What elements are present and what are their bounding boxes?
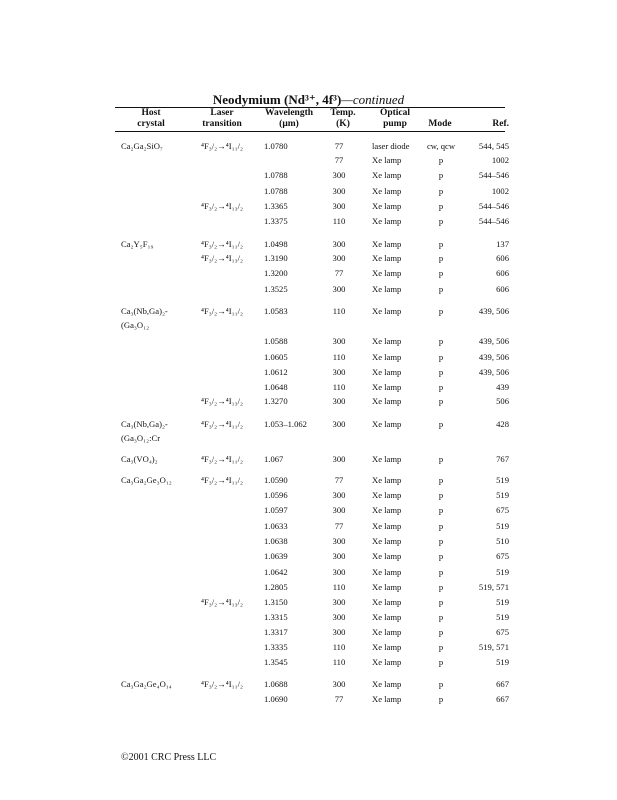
cell-pump: Xe lamp [372,419,402,429]
cell-host: Ca₃(Nb,Ga)₂- [121,306,168,316]
cell-trans: ⁴F₃/₂→⁴I₁₁/₂ [201,475,243,485]
cell-trans: ⁴F₃/₂→⁴I₁₃/₂ [201,396,243,406]
cell-temp: 110 [332,382,346,392]
cell-mode: p [438,239,444,249]
cell-mode: p [438,567,444,577]
cell-mode: p [438,382,444,392]
cell-pump: Xe lamp [372,582,402,592]
header-bottom-rule [115,131,505,132]
cell-pump: Xe lamp [372,170,402,180]
cell-mode: cw, qcw [426,141,456,151]
cell-pump: Xe lamp [372,642,402,652]
cell-wl: 1.0642 [264,567,288,577]
cell-mode: p [438,253,444,263]
cell-wl: 1.3365 [264,201,288,211]
cell-host: (Ga₃O₁₂ [121,320,150,330]
cell-ref: 1002 [491,186,509,196]
cell-wl: 1.0596 [264,490,288,500]
cell-pump: Xe lamp [372,679,402,689]
cell-host: Ca₃Ga₂Ge₄O₁₄ [121,679,172,689]
cell-temp: 300 [332,253,346,263]
cell-ref: 428 [496,419,509,429]
cell-pump: Xe lamp [372,155,402,165]
cell-mode: p [438,612,444,622]
cell-mode: p [438,170,444,180]
header-temp-line1: Temp. [330,108,356,118]
cell-temp: 300 [332,679,346,689]
cell-pump: Xe lamp [372,567,402,577]
cell-temp: 300 [332,567,346,577]
cell-ref: 675 [496,627,509,637]
cell-temp: 300 [332,536,346,546]
cell-trans: ⁴F₃/₂→⁴I₁₁/₂ [201,141,243,151]
cell-ref: 544–546 [478,216,509,226]
cell-ref: 606 [496,268,509,278]
cell-pump: Xe lamp [372,253,402,263]
cell-ref: 675 [496,505,509,515]
cell-mode: p [438,419,444,429]
cell-temp: 77 [334,268,344,278]
cell-mode: p [438,306,444,316]
header-wavelength-line2: (μm) [279,119,299,129]
cell-mode: p [438,490,444,500]
cell-mode: p [438,679,444,689]
cell-temp: 300 [332,419,346,429]
cell-wl: 1.3190 [264,253,288,263]
cell-temp: 110 [332,216,346,226]
page-title [0,92,617,108]
header-wavelength-line1: Wavelength [264,108,314,118]
cell-mode: p [438,336,444,346]
cell-wl: 1.0597 [264,505,288,515]
copyright-footer: ©2001 CRC Press LLC [121,752,217,763]
header-temp-line2: (K) [336,119,350,129]
cell-wl: 1.3150 [264,597,288,607]
cell-temp: 110 [332,352,346,362]
header-temp [325,108,361,130]
cell-ref: 606 [496,284,509,294]
cell-mode: p [438,521,444,531]
cell-pump: Xe lamp [372,382,402,392]
cell-ref: 667 [496,694,509,704]
cell-wl: 1.0690 [264,694,288,704]
cell-temp: 300 [332,551,346,561]
cell-pump: Xe lamp [372,657,402,667]
cell-temp: 300 [332,627,346,637]
cell-pump: Xe lamp [372,268,402,278]
cell-mode: p [438,582,444,592]
cell-ref: 544, 545 [478,141,509,151]
cell-pump: Xe lamp [372,352,402,362]
cell-wl: 1.3315 [264,612,288,622]
cell-wl: 1.0780 [264,141,288,151]
cell-mode: p [438,268,444,278]
cell-pump: Xe lamp [372,597,402,607]
cell-temp: 300 [332,170,346,180]
cell-trans: ⁴F₃/₂→⁴I₁₁/₂ [201,679,243,689]
cell-ref: 519 [496,612,509,622]
cell-wl: 1.3375 [264,216,288,226]
cell-pump: Xe lamp [372,186,402,196]
cell-host: Ca₃(VO₄)₂ [121,454,158,464]
header-host [121,108,181,130]
cell-ref: 544–546 [478,170,509,180]
cell-mode: p [438,367,444,377]
cell-host: Ca₃Ga₂Ge₃O₁₂ [121,475,172,485]
cell-ref: 675 [496,551,509,561]
title-main: Neodymium (Nd³⁺, 4f³) [212,92,342,107]
cell-wl: 1.0639 [264,551,288,561]
cell-temp: 110 [332,642,346,652]
cell-pump: Xe lamp [372,336,402,346]
cell-mode: p [438,536,444,546]
cell-ref: 137 [496,239,509,249]
header-transition-line2: transition [202,119,242,129]
cell-ref: 767 [496,454,509,464]
cell-temp: 300 [332,367,346,377]
header-pump-line2: pump [383,119,407,129]
cell-wl: 1.3545 [264,657,288,667]
cell-trans: ⁴F₃/₂→⁴I₁₃/₂ [201,253,243,263]
cell-wl: 1.053–1.062 [264,419,307,429]
cell-trans: ⁴F₃/₂→⁴I₁₃/₂ [201,201,243,211]
cell-wl: 1.0788 [264,170,288,180]
cell-wl: 1.2805 [264,582,288,592]
cell-host: Ca₂Y₅F₁₉ [121,239,154,249]
cell-ref: 519 [496,490,509,500]
cell-temp: 300 [332,597,346,607]
cell-mode: p [438,694,444,704]
cell-host: Ca₂Ga₂SiO₇ [121,141,163,151]
cell-pump: Xe lamp [372,536,402,546]
cell-wl: 1.3335 [264,642,288,652]
cell-temp: 77 [334,155,344,165]
cell-trans: ⁴F₃/₂→⁴I₁₁/₂ [201,239,243,249]
cell-wl: 1.0638 [264,536,288,546]
cell-wl: 1.3525 [264,284,288,294]
cell-wl: 1.0688 [264,679,288,689]
cell-mode: p [438,627,444,637]
cell-ref: 439 [496,382,509,392]
cell-temp: 110 [332,582,346,592]
cell-ref: 667 [496,679,509,689]
cell-mode: p [438,551,444,561]
cell-mode: p [438,155,444,165]
header-pump-line1: Optical [379,108,411,118]
cell-temp: 300 [332,336,346,346]
cell-wl: 1.0605 [264,352,288,362]
cell-wl: 1.3270 [264,396,288,406]
cell-mode: p [438,216,444,226]
cell-ref: 606 [496,253,509,263]
cell-mode: p [438,186,444,196]
cell-temp: 300 [332,186,346,196]
header-transition-line1: Laser [210,108,234,118]
cell-wl: 1.0612 [264,367,288,377]
cell-ref: 506 [496,396,509,406]
cell-pump: Xe lamp [372,612,402,622]
cell-ref: 519 [496,475,509,485]
title-suffix: —continued [341,92,405,107]
header-mode: Mode [428,119,452,129]
cell-ref: 439, 506 [478,306,509,316]
cell-trans: ⁴F₃/₂→⁴I₁₁/₂ [201,419,243,429]
cell-temp: 300 [332,284,346,294]
cell-temp: 300 [332,454,346,464]
cell-ref: 519 [496,597,509,607]
cell-wl: 1.0590 [264,475,288,485]
cell-wl: 1.067 [264,454,284,464]
cell-mode: p [438,597,444,607]
cell-pump: Xe lamp [372,475,402,485]
cell-mode: p [438,396,444,406]
cell-pump: Xe lamp [372,216,402,226]
cell-temp: 300 [332,201,346,211]
cell-temp: 300 [332,612,346,622]
cell-mode: p [438,475,444,485]
cell-wl: 1.0583 [264,306,288,316]
cell-wl: 1.0633 [264,521,288,531]
cell-pump: Xe lamp [372,694,402,704]
cell-temp: 77 [334,475,344,485]
cell-pump: Xe lamp [372,627,402,637]
cell-wl: 1.0498 [264,239,288,249]
cell-pump: laser diode [372,141,410,151]
cell-pump: Xe lamp [372,367,402,377]
cell-wl: 1.0588 [264,336,288,346]
cell-ref: 519 [496,567,509,577]
cell-wl: 1.3317 [264,627,288,637]
cell-wl: 1.0648 [264,382,288,392]
cell-temp: 77 [334,521,344,531]
cell-ref: 439, 506 [478,352,509,362]
cell-mode: p [438,352,444,362]
cell-trans: ⁴F₃/₂→⁴I₁₁/₂ [201,454,243,464]
cell-wl: 1.0788 [264,186,288,196]
cell-host: (Ga₃O₁₂:Cr [121,433,161,443]
cell-pump: Xe lamp [372,306,402,316]
header-host-line1: Host [141,108,161,118]
cell-pump: Xe lamp [372,505,402,515]
cell-ref: 544–546 [478,201,509,211]
cell-pump: Xe lamp [372,490,402,500]
header-host-line2: crystal [137,119,165,129]
header-ref: Ref. [492,119,509,129]
cell-pump: Xe lamp [372,396,402,406]
cell-mode: p [438,201,444,211]
cell-mode: p [438,642,444,652]
header-transition [193,108,251,130]
cell-pump: Xe lamp [372,239,402,249]
cell-mode: p [438,284,444,294]
cell-host: Ca₃(Nb,Ga)₂- [121,419,168,429]
cell-trans: ⁴F₃/₂→⁴I₁₁/₂ [201,306,243,316]
cell-ref: 519 [496,657,509,667]
cell-wl: 1.3200 [264,268,288,278]
cell-temp: 300 [332,490,346,500]
cell-temp: 110 [332,306,346,316]
cell-pump: Xe lamp [372,521,402,531]
cell-trans: ⁴F₃/₂→⁴I₁₃/₂ [201,597,243,607]
cell-temp: 110 [332,657,346,667]
cell-mode: p [438,454,444,464]
cell-ref: 1002 [491,155,509,165]
cell-pump: Xe lamp [372,284,402,294]
cell-pump: Xe lamp [372,551,402,561]
cell-ref: 519, 571 [478,582,509,592]
cell-temp: 300 [332,396,346,406]
cell-temp: 77 [334,141,344,151]
cell-mode: p [438,505,444,515]
header-wavelength [257,108,321,130]
cell-ref: 510 [496,536,509,546]
cell-temp: 77 [334,694,344,704]
cell-ref: 439, 506 [478,367,509,377]
cell-ref: 519 [496,521,509,531]
cell-ref: 439, 506 [478,336,509,346]
cell-temp: 300 [332,239,346,249]
header-pump [371,108,419,130]
cell-temp: 300 [332,505,346,515]
cell-mode: p [438,657,444,667]
cell-ref: 519, 571 [478,642,509,652]
cell-pump: Xe lamp [372,454,402,464]
cell-pump: Xe lamp [372,201,402,211]
